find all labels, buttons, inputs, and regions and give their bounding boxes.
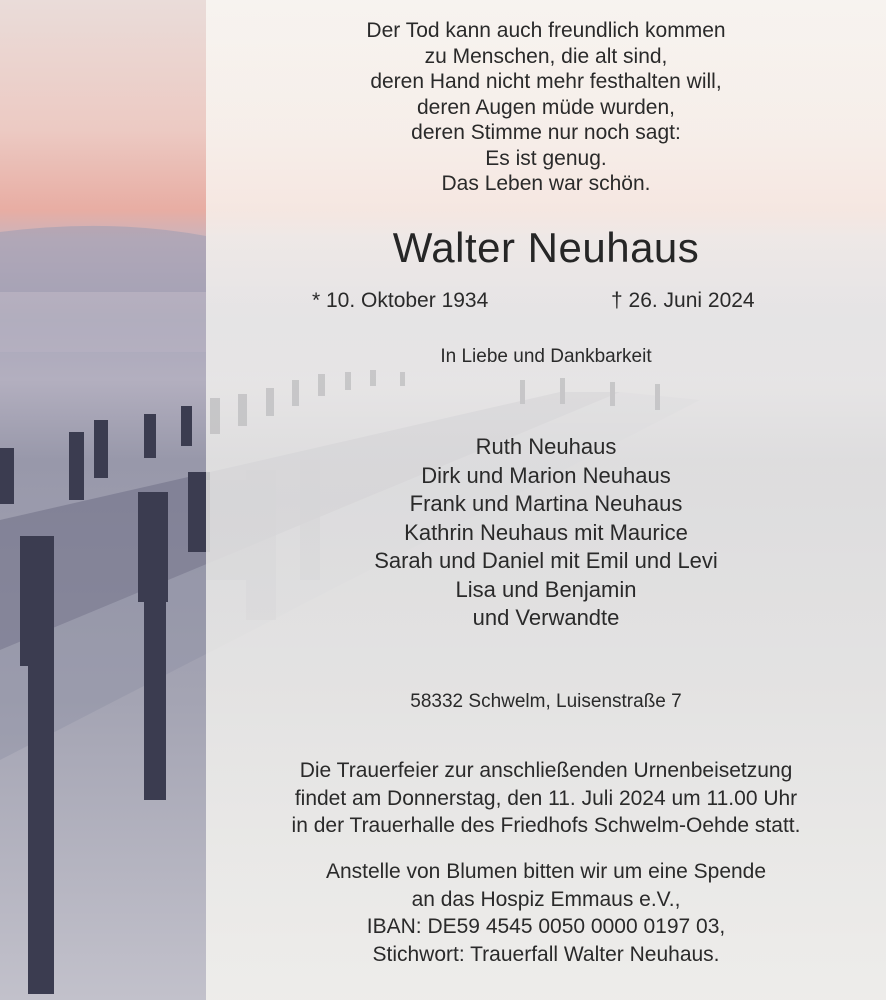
birth-date: * 10. Oktober 1934 [312,289,489,312]
donation-request [206,858,886,968]
donation-line: Stichwort: Trauerfall Walter Neuhaus. [372,942,720,966]
poem-line: zu Menschen, die alt sind, [424,44,668,68]
mourner-name: Sarah und Daniel mit Emil und Levi [374,548,718,573]
mourner-name: Ruth Neuhaus [475,434,617,459]
mourner-name: und Verwandte [472,605,620,630]
donation-iban: IBAN: DE59 4545 0050 0000 0197 03, [366,915,726,938]
service-line: in der Trauerhalle des Friedhofs Schwelm-Oehde statt. [291,814,801,837]
service-line: findet am Donnerstag, den 11. Juli 2024 um 11.00 Uhr [294,786,798,810]
funeral-service-info [206,757,886,840]
poem-line: deren Stimme nur noch sagt: [411,121,681,144]
poem-line: deren Hand nicht mehr festhalten will, [370,70,722,93]
dedication-text: In Liebe und Dankbarkeit [440,346,652,367]
donation-line: an das Hospiz Emmaus e.V., [411,887,681,911]
poem-verse [206,18,886,197]
poem-line: deren Augen müde wurden, [416,95,676,119]
mourner-name: Dirk und Marion Neuhaus [421,462,671,488]
donation-line: Anstelle von Blumen bitten wir um eine Spende [325,860,767,883]
deceased-name: Walter Neuhaus [392,224,700,271]
mourner-name: Frank und Martina Neuhaus [409,491,683,516]
family-address: 58332 Schwelm, Luisenstraße 7 [410,691,682,712]
poem-line: Der Tod kann auch freundlich kommen [366,19,726,42]
mourner-name: Lisa und Benjamin [455,576,637,602]
mourner-name: Kathrin Neuhaus mit Maurice [404,519,688,545]
mourners-list [206,433,886,633]
death-date: † 26. Juni 2024 [611,289,755,312]
poem-line: Das Leben war schön. [441,172,651,195]
poem-line: Es ist genug. [485,146,607,170]
notice-text-panel [206,0,886,1000]
service-line: Die Trauerfeier zur anschließenden Urnenbeisetzung [299,759,793,782]
